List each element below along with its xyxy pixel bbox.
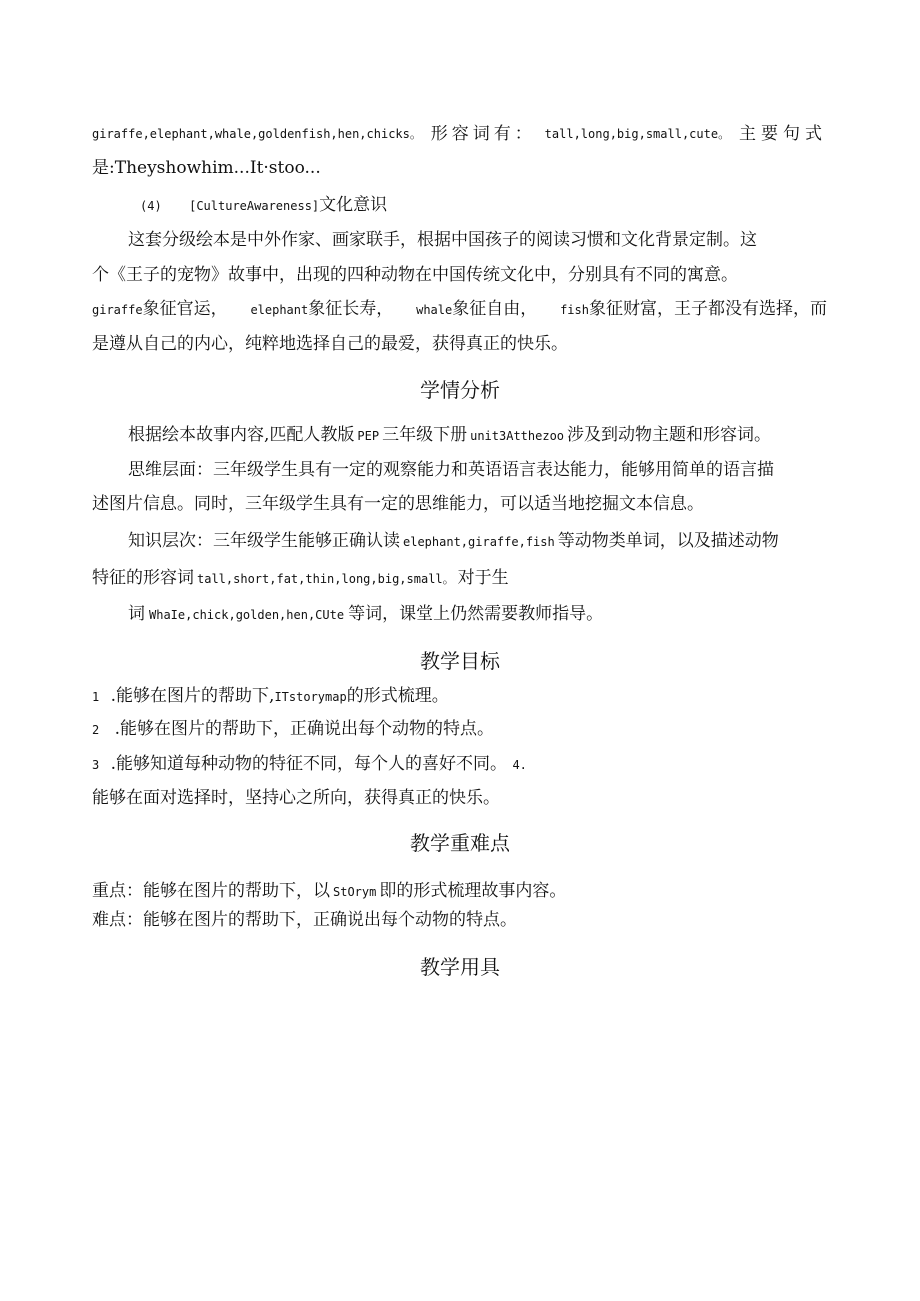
goal-storymap: ITstorymap bbox=[274, 690, 347, 704]
goal-text-2: .能够在图片的帮助下，正确说出每个动物的特点。 bbox=[114, 719, 495, 739]
section-title-keypoints: 教学重难点 bbox=[410, 831, 510, 855]
goal-text-1a: .能够在图片的帮助下, bbox=[110, 686, 275, 706]
analysis-unit: unit3Atthezoo bbox=[470, 429, 565, 443]
analysis-para-1 bbox=[128, 424, 771, 447]
vocab-words: giraffe,elephant,whale,goldenfish,hen,chicks。 bbox=[92, 127, 422, 141]
word-elephant: elephant bbox=[250, 303, 309, 317]
analysis-para-3-line-3 bbox=[128, 603, 603, 626]
pattern-label: 主要句式 bbox=[738, 124, 827, 144]
analysis-new-words: WhaIe,chick,golden,hen,CUte bbox=[149, 608, 345, 622]
goal-text-3: .能够知道每种动物的特征不同，每个人的喜好不同。 bbox=[110, 754, 508, 774]
meaning-giraffe: 象征官运， bbox=[142, 299, 228, 319]
section-title-analysis: 学情分析 bbox=[420, 378, 500, 402]
goal-text-4: 能够在面对选择时，坚持心之所向，获得真正的快乐。 bbox=[92, 788, 500, 808]
culture-num: (4) bbox=[140, 199, 162, 213]
goal-number-3: 3 bbox=[92, 758, 100, 772]
analysis-text-3d: 特征的形容词 bbox=[92, 568, 194, 588]
culture-text-1: 这套分级绘本是中外作家、画家联手，根据中国孩子的阅读习惯和文化背景定制。这 bbox=[128, 230, 757, 250]
meaning-whale: 象征自由， bbox=[452, 299, 538, 319]
adj-label: 形容词有： bbox=[430, 124, 536, 144]
analysis-para-2-line-1 bbox=[128, 459, 774, 481]
word-whale: whale bbox=[416, 303, 453, 317]
analysis-adjectives: tall,short,fat,thin,long,big,small。 bbox=[197, 572, 455, 586]
analysis-text-3a: 知识层次：三年级学生能够正确认读 bbox=[128, 531, 400, 551]
analysis-text-2b: 述图片信息。同时，三年级学生具有一定的思维能力，可以适当地挖掘文本信息。 bbox=[92, 494, 704, 514]
sentence-pattern: 是:Theyshowhim...It·stoo... bbox=[92, 158, 321, 178]
analysis-para-3-line-2 bbox=[92, 567, 509, 590]
analysis-text-3g: 词 bbox=[128, 604, 145, 624]
keypoint-storym: StOrym bbox=[333, 885, 377, 899]
analysis-para-3-line-1 bbox=[128, 530, 779, 553]
goal-item-4 bbox=[92, 787, 500, 809]
keypoint-text-2: 难点：能够在图片的帮助下，正确说出每个动物的特点。 bbox=[92, 910, 517, 930]
analysis-pep: PEP bbox=[357, 429, 380, 443]
goal-number-2: 2 bbox=[92, 723, 100, 737]
culture-title: 文化意识 bbox=[319, 195, 388, 215]
goal-number-4: 4. bbox=[512, 758, 527, 772]
analysis-text-2a: 思维层面：三年级学生具有一定的观察能力和英语语言表达能力，能够用简单的语言描 bbox=[128, 460, 774, 480]
culture-text-2: 个《王子的宠物》故事中，出现的四种动物在中国传统文化中，分别具有不同的寓意。 bbox=[92, 265, 738, 285]
goal-item-1 bbox=[92, 685, 449, 708]
culture-para-line-4 bbox=[92, 333, 568, 355]
goal-number-1: 1 bbox=[92, 690, 100, 704]
culture-para-line-2 bbox=[92, 264, 738, 286]
keypoint-text-1a: 重点：能够在图片的帮助下，以 bbox=[92, 881, 330, 901]
analysis-text-3f: 对于生 bbox=[457, 568, 509, 588]
culture-tag: [CultureAwareness] bbox=[189, 199, 320, 213]
goal-item-2 bbox=[92, 718, 494, 741]
word-fish: fish bbox=[560, 303, 589, 317]
section-title-goals: 教学目标 bbox=[420, 649, 500, 673]
goal-item-3 bbox=[92, 753, 527, 776]
meaning-elephant: 象征长寿， bbox=[308, 299, 394, 319]
adj-words: tall,long,big,small,cute。 bbox=[544, 127, 731, 141]
analysis-text-1a: 根据绘本故事内容,匹配人教版 bbox=[128, 425, 355, 445]
intro-line-1 bbox=[92, 123, 827, 145]
word-giraffe: giraffe bbox=[92, 303, 143, 317]
keypoint-text-1c: 即的形式梳理故事内容。 bbox=[379, 881, 567, 901]
analysis-text-1e: 涉及到动物主题和形容词。 bbox=[567, 425, 772, 445]
analysis-animal-words: elephant,giraffe,fish bbox=[403, 535, 555, 549]
culture-para-line-3 bbox=[92, 298, 827, 321]
culture-para-line-1 bbox=[128, 229, 757, 251]
intro-line-2 bbox=[92, 157, 321, 179]
analysis-text-3c: 等动物类单词，以及描述动物 bbox=[557, 531, 779, 551]
goal-text-1c: 的形式梳理。 bbox=[346, 686, 449, 706]
culture-text-4: 是遵从自己的内心，纯粹地选择自己的最爱，获得真正的快乐。 bbox=[92, 334, 568, 354]
meaning-fish: 象征财富，王子都没有选择，而 bbox=[588, 299, 827, 319]
keypoint-difficulty bbox=[92, 909, 517, 931]
keypoint-focus bbox=[92, 880, 566, 903]
analysis-text-1c: 三年级下册 bbox=[382, 425, 468, 445]
section-title-tools: 教学用具 bbox=[420, 955, 500, 979]
analysis-text-3i: 等词，课堂上仍然需要教师指导。 bbox=[348, 604, 604, 624]
analysis-para-2-line-2 bbox=[92, 493, 704, 515]
culture-awareness-heading bbox=[140, 194, 387, 217]
